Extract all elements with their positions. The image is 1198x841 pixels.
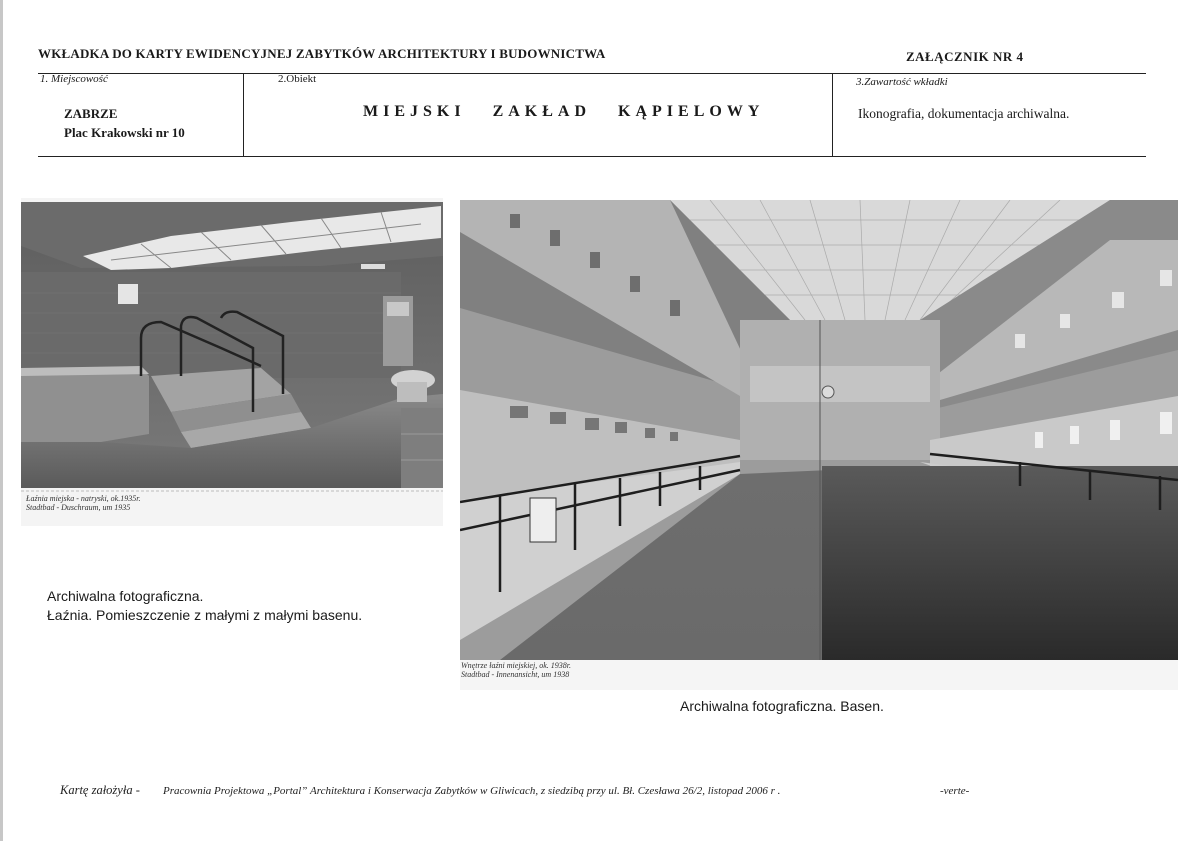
pool-hall-image bbox=[460, 200, 1178, 690]
right-caption-de: Stadtbad - Innenansicht, um 1938 bbox=[461, 670, 570, 679]
table-top-rule bbox=[38, 73, 1146, 74]
table-divider-2 bbox=[832, 73, 833, 157]
place-value bbox=[64, 104, 185, 142]
photo-shower-room bbox=[21, 198, 443, 526]
wall-sign bbox=[118, 284, 138, 304]
left-caption-de: Stadtbad - Duschraum, um 1935 bbox=[26, 503, 131, 512]
left-photo-caption bbox=[26, 494, 140, 512]
right-photo-caption bbox=[461, 661, 571, 679]
right-caption-pl: Wnętrze łaźni miejskiej, ok. 1938r. bbox=[461, 661, 571, 670]
table-bottom-rule bbox=[38, 156, 1146, 157]
photo-pool-hall bbox=[460, 200, 1178, 690]
footer-made-by-text: Pracownia Projektowa „Portal” Architektura i Konserwacja Zabytków w Gliwicach, z siedzibą przy ul. Bł. Czesława 26/2, listopad 2006 r . bbox=[163, 785, 781, 797]
right-photo-description: Archiwalna fotograficzna. Basen. bbox=[680, 698, 884, 714]
scan-edge bbox=[0, 0, 3, 841]
left-caption-pl: Łaźnia miejska - natryski, ok.1935r. bbox=[26, 494, 141, 503]
annex-number: ZAŁĄCZNIK NR 4 bbox=[906, 49, 1024, 64]
footer-verte: -verte- bbox=[940, 785, 970, 797]
left-description-line1: Archiwalna fotograficzna. bbox=[47, 588, 204, 604]
place-address: Plac Krakowski nr 10 bbox=[64, 125, 185, 140]
left-photo-description bbox=[47, 587, 362, 625]
card-title: WKŁADKA DO KARTY EWIDENCYJNEJ ZABYTKÓW ARCHITEKTURY I BUDOWNICTWA bbox=[38, 46, 606, 61]
object-label: 2.Obiekt bbox=[278, 73, 317, 85]
left-description-line2: Łaźnia. Pomieszczenie z małymi z małymi basenu. bbox=[47, 607, 363, 623]
place-label: 1. Miejscowość bbox=[40, 73, 108, 85]
table-divider-1 bbox=[243, 73, 244, 157]
content-label: 3.Zawartość wkładki bbox=[856, 76, 948, 88]
footer-made-by-label: Kartę założyła - bbox=[60, 783, 140, 797]
object-name: MIEJSKI ZAKŁAD KĄPIELOWY bbox=[363, 103, 765, 120]
place-city: ZABRZE bbox=[64, 106, 118, 121]
shower-room-image bbox=[21, 198, 443, 526]
content-value: Ikonografia, dokumentacja archiwalna. bbox=[858, 106, 1070, 121]
